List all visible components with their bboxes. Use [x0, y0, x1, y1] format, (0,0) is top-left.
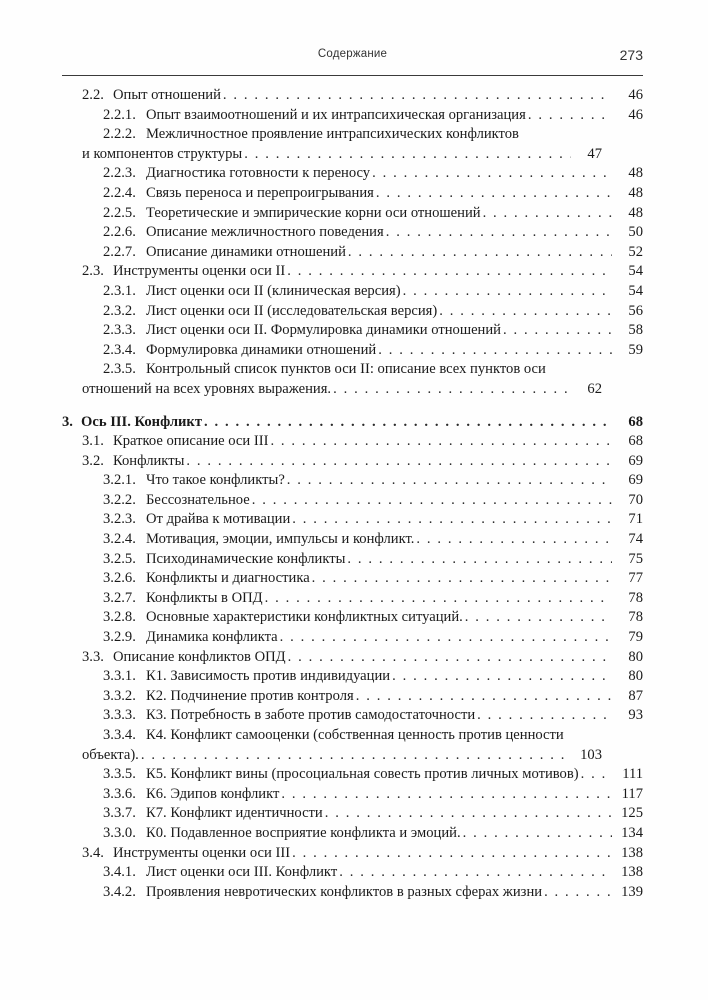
toc-entry-page-number: 78: [628, 589, 643, 606]
toc-entry-number: 3.2.9.: [103, 629, 136, 646]
toc-entry-line: [103, 883, 643, 903]
running-head-page-number: 273: [619, 47, 643, 63]
toc-entry[interactable]: [62, 648, 643, 668]
toc-entry-title: Контрольный список пунктов оси II: описание всех пунктов оси: [146, 361, 546, 378]
toc-entry-number: 3.4.: [82, 844, 104, 861]
toc-entry-page-number: 56: [628, 302, 643, 319]
toc-entry-line: [103, 164, 643, 184]
toc-entry-page-number: 70: [628, 491, 643, 508]
toc-entry-number: 3.3.7.: [103, 805, 136, 822]
toc-entry-number: 3.2.8.: [103, 609, 136, 626]
toc-entry-page-number: 50: [628, 224, 643, 241]
toc-entry[interactable]: [62, 360, 643, 399]
toc-entry-title: Проявления невротических конфликтов в разных сферах жизни: [146, 883, 543, 900]
toc-entry-line: [103, 530, 643, 550]
toc-entry-number: 2.2.7.: [103, 243, 136, 260]
toc-entry-title: Описание межличностного поведения: [146, 224, 384, 241]
toc-entry-line: [103, 667, 643, 687]
toc-dot-leader: [312, 569, 612, 589]
toc-dot-leader: [477, 706, 612, 726]
toc-entry[interactable]: [62, 471, 643, 491]
toc-dot-leader: [280, 628, 612, 648]
toc-dot-leader: [356, 687, 612, 707]
toc-entry-title: Основные характеристики конфликтных ситуаций.: [146, 609, 463, 626]
toc-entry-line: [103, 471, 643, 491]
toc-entry-line: [103, 706, 643, 726]
toc-entry[interactable]: [62, 510, 643, 530]
toc-entry-line: [82, 86, 643, 106]
toc-entry-line: [62, 413, 643, 433]
toc-dot-leader: [544, 883, 612, 903]
toc-entry[interactable]: [62, 452, 643, 472]
toc-entry-page-number: 68: [628, 413, 643, 430]
toc-entry-number: 3.4.2.: [103, 883, 136, 900]
toc-entry[interactable]: [62, 687, 643, 707]
toc-entry[interactable]: [62, 413, 643, 433]
toc-dot-leader: [403, 282, 612, 302]
toc-entry-title: Конфликты: [113, 452, 185, 469]
toc-entry-title: Лист оценки оси II. Формулировка динамики отношений: [146, 322, 501, 339]
toc-entry-line: [103, 863, 643, 883]
toc-entry-line: [103, 360, 643, 380]
toc-dot-leader: [204, 413, 612, 433]
toc-entry-number: 2.2.: [82, 87, 104, 103]
toc-entry-line: [82, 262, 643, 282]
toc-entry-number: 3.2.2.: [103, 491, 136, 508]
toc-entry-title: Бессознательное: [146, 491, 250, 508]
toc-entry-number: 3.2.: [82, 452, 104, 469]
toc-entry-title-continued: отношений на всех уровнях выражения.: [82, 380, 332, 397]
toc-dot-leader: [287, 262, 612, 282]
toc-entry-page-number: 125: [621, 805, 643, 822]
toc-entry-line: [103, 282, 643, 302]
toc-entry-page-number: 103: [580, 746, 602, 763]
toc-entry-page-number: 48: [628, 204, 643, 221]
toc-entry-number: 3.2.7.: [103, 589, 136, 606]
toc-entry[interactable]: [62, 530, 643, 550]
toc-entry-number: 3.3.1.: [103, 668, 136, 685]
toc-entry-title: К1. Зависимость против индивидуации: [146, 668, 391, 685]
toc-entry-page-number: 52: [628, 243, 643, 260]
toc-entry-title: Описание динамики отношений: [146, 243, 346, 260]
toc-entry-number: 3.3.2.: [103, 687, 136, 704]
toc-dot-leader: [347, 550, 612, 570]
toc-dot-leader: [244, 145, 571, 165]
toc-entry-line: [103, 491, 643, 511]
toc-entry[interactable]: [62, 204, 643, 224]
toc-entry-title: Конфликты в ОПД: [146, 589, 263, 606]
toc-entry-line: [103, 184, 643, 204]
toc-entry[interactable]: [62, 824, 643, 844]
toc-dot-leader: [287, 471, 612, 491]
toc-dot-leader: [223, 86, 612, 106]
toc-dot-leader: [581, 765, 612, 785]
toc-entry-number: 3.3.6.: [103, 785, 136, 802]
toc-entry[interactable]: [62, 184, 643, 204]
toc-entry-page-number: 46: [628, 106, 643, 123]
toc-entry-line: [103, 204, 643, 224]
toc-entry[interactable]: [62, 785, 643, 805]
toc-entry-page-number: 68: [628, 433, 643, 450]
toc-dot-leader: [325, 804, 612, 824]
toc-entry[interactable]: [62, 726, 643, 765]
toc-dot-leader: [465, 608, 612, 628]
toc-dot-leader: [439, 302, 612, 322]
toc-entry-continuation-line: [62, 380, 602, 400]
running-head-title: Содержание: [317, 48, 388, 60]
toc-entry-title: Инструменты оценки оси II: [113, 263, 286, 280]
toc-entry-line: [103, 510, 643, 530]
toc-dot-leader: [141, 746, 571, 766]
toc-entry-number: 2.3.4.: [103, 341, 136, 358]
toc-entry[interactable]: [62, 863, 643, 883]
toc-entry-line: [103, 321, 643, 341]
toc-entry-page-number: 138: [621, 864, 643, 881]
toc-entry-page-number: 58: [628, 322, 643, 339]
toc-entry-number: 3.2.3.: [103, 511, 136, 528]
toc-entry-number: 2.2.1.: [103, 106, 136, 123]
toc-entry[interactable]: [62, 550, 643, 570]
toc-entry-page-number: 139: [621, 883, 643, 900]
toc-entry-page-number: 47: [587, 145, 602, 162]
toc-entry-number: 3.3.5.: [103, 766, 136, 783]
toc-entry-page-number: 77: [628, 570, 643, 587]
toc-entry-page-number: 59: [628, 341, 643, 358]
toc-entry-continuation-line: [62, 145, 602, 165]
toc-dot-leader: [292, 844, 612, 864]
toc-dot-leader: [348, 243, 612, 263]
toc-entry-number: 3.2.5.: [103, 550, 136, 567]
toc-entry[interactable]: [62, 282, 643, 302]
table-of-contents: [0, 86, 708, 902]
toc-dot-leader: [333, 380, 571, 400]
toc-entry-line: [103, 589, 643, 609]
toc-entry[interactable]: [62, 804, 643, 824]
toc-entry-number: 2.3.2.: [103, 302, 136, 319]
toc-entry-number: 3.3.0.: [103, 824, 136, 841]
toc-entry-page-number: 111: [622, 766, 643, 783]
toc-entry[interactable]: [62, 491, 643, 511]
toc-entry-number: 3.1.: [82, 433, 104, 450]
toc-entry-page-number: 48: [628, 184, 643, 201]
toc-dot-leader: [392, 667, 612, 687]
toc-entry-number: 2.3.5.: [103, 361, 136, 378]
toc-dot-leader: [463, 824, 612, 844]
toc-entry[interactable]: [62, 883, 643, 903]
toc-entry[interactable]: [62, 321, 643, 341]
toc-entry-page-number: 87: [628, 687, 643, 704]
toc-entry-line: [103, 569, 643, 589]
toc-entry-line: [103, 687, 643, 707]
toc-entry-title: Опыт взаимоотношений и их интрапсихическая организация: [146, 106, 526, 123]
toc-entry-title: Лист оценки оси II (исследовательская версия): [146, 302, 438, 319]
toc-entry[interactable]: [62, 262, 643, 282]
toc-entry-title: Инструменты оценки оси III: [113, 844, 291, 861]
toc-entry-line: [103, 785, 643, 805]
toc-entry-title: Лист оценки оси III. Конфликт: [146, 864, 338, 881]
toc-entry-title: Опыт отношений: [113, 87, 221, 103]
toc-entry-page-number: 75: [628, 550, 643, 567]
toc-entry-title: Ось III. Конфликт: [81, 413, 202, 430]
toc-entry-title: Диагностика готовности к переносу: [146, 165, 371, 182]
toc-entry-line: [82, 432, 643, 452]
toc-entry[interactable]: [62, 223, 643, 243]
toc-entry-line: [103, 243, 643, 263]
toc-dot-leader: [376, 184, 612, 204]
toc-entry-page-number: 54: [628, 282, 643, 299]
toc-entry-page-number: 69: [628, 452, 643, 469]
toc-entry-page-number: 80: [628, 648, 643, 665]
toc-entry-number: 2.2.5.: [103, 204, 136, 221]
toc-entry[interactable]: [62, 243, 643, 263]
toc-entry[interactable]: [62, 125, 643, 164]
toc-entry[interactable]: [62, 164, 643, 184]
toc-entry-page-number: 79: [628, 629, 643, 646]
toc-entry-line: [103, 341, 643, 361]
toc-entry-number: 3.2.4.: [103, 531, 136, 548]
toc-entry-title-continued: объекта).: [82, 746, 139, 763]
toc-entry-line: [103, 628, 643, 648]
toc-entry[interactable]: [62, 844, 643, 864]
toc-dot-leader: [339, 863, 612, 883]
toc-dot-leader: [386, 223, 612, 243]
toc-entry-number: 2.2.3.: [103, 165, 136, 182]
toc-entry-title: Теоретические и эмпирические корни оси отношений: [146, 204, 481, 221]
toc-dot-leader: [416, 530, 612, 550]
toc-entry-line: [103, 726, 643, 746]
toc-entry-title: К3. Потребность в заботе против самодостаточности: [146, 707, 476, 724]
toc-entry-title-continued: и компонентов структуры: [82, 145, 243, 162]
toc-entry-page-number: 93: [628, 707, 643, 724]
toc-entry-title: Описание конфликтов ОПД: [113, 648, 286, 665]
toc-entry-number: 3.3.3.: [103, 707, 136, 724]
toc-entry-line: [103, 106, 643, 126]
toc-dot-leader: [528, 106, 612, 126]
toc-dot-leader: [281, 785, 612, 805]
toc-dot-leader: [288, 648, 612, 668]
toc-entry-line: [103, 804, 643, 824]
toc-entry[interactable]: [62, 608, 643, 628]
toc-entry-number: 3.3.: [82, 648, 104, 665]
toc-entry-page-number: 69: [628, 472, 643, 489]
toc-entry-line: [103, 765, 643, 785]
toc-entry[interactable]: [62, 86, 643, 106]
toc-entry[interactable]: [62, 341, 643, 361]
toc-entry-title: От драйва к мотивации: [146, 511, 291, 528]
toc-entry-number: 2.3.1.: [103, 282, 136, 299]
toc-entry-title: Формулировка динамики отношений: [146, 341, 377, 358]
toc-entry-title: Межличностное проявление интрапсихических конфликтов: [146, 126, 519, 143]
toc-entry-page-number: 138: [621, 844, 643, 861]
running-head: [62, 48, 643, 70]
toc-entry-line: [82, 844, 643, 864]
toc-entry-page-number: 134: [621, 824, 643, 841]
toc-entry-page-number: 80: [628, 668, 643, 685]
toc-entry-line: [103, 302, 643, 322]
toc-entry-number: 3.2.1.: [103, 472, 136, 489]
toc-entry-title: К0. Подавленное восприятие конфликта и эмоций.: [146, 824, 461, 841]
toc-entry-number: 3.4.1.: [103, 864, 136, 881]
toc-dot-leader: [292, 510, 612, 530]
toc-entry-line: [103, 550, 643, 570]
toc-dot-leader: [265, 589, 612, 609]
toc-entry-title: Динамика конфликта: [146, 629, 278, 646]
toc-entry-title: К6. Эдипов конфликт: [146, 785, 280, 802]
toc-entry-title: Связь переноса и перепроигрывания: [146, 184, 374, 201]
toc-entry-number: 3.: [62, 413, 73, 430]
toc-entry-title: К7. Конфликт идентичности: [146, 805, 323, 822]
toc-dot-leader: [503, 321, 612, 341]
toc-entry-number: 2.3.3.: [103, 322, 136, 339]
toc-entry-page-number: 54: [628, 263, 643, 280]
toc-entry-continuation-line: [62, 746, 602, 766]
toc-entry-line: [82, 648, 643, 668]
header-divider-rule: [62, 75, 643, 76]
toc-entry-number: 2.2.2.: [103, 126, 136, 143]
toc-entry[interactable]: [62, 432, 643, 452]
toc-entry-number: 3.2.6.: [103, 570, 136, 587]
toc-entry-page-number: 74: [628, 531, 643, 548]
toc-entry-title: К4. Конфликт самооценки (собственная ценность против ценности: [146, 727, 564, 743]
toc-entry[interactable]: [62, 706, 643, 726]
toc-entry-title: Психодинамические конфликты: [146, 550, 346, 567]
toc-entry[interactable]: [62, 589, 643, 609]
toc-entry[interactable]: [62, 765, 643, 785]
toc-entry[interactable]: [62, 106, 643, 126]
toc-dot-leader: [378, 341, 612, 361]
toc-entry-number: 3.3.4.: [103, 727, 136, 743]
toc-entry[interactable]: [62, 628, 643, 648]
toc-entry-title: К5. Конфликт вины (просоциальная совесть против личных мотивов): [146, 766, 579, 783]
toc-entry-page-number: 48: [628, 165, 643, 182]
toc-entry-line: [103, 223, 643, 243]
toc-entry-line: [82, 452, 643, 472]
toc-entry-line: [103, 824, 643, 844]
toc-entry-title: К2. Подчинение против контроля: [146, 687, 354, 704]
toc-entry-page-number: 46: [628, 87, 643, 103]
toc-entry-title: Мотивация, эмоции, импульсы и конфликт.: [146, 531, 415, 548]
toc-entry[interactable]: [62, 302, 643, 322]
toc-entry-number: 2.2.6.: [103, 224, 136, 241]
toc-entry-number: 2.3.: [82, 263, 104, 280]
toc-dot-leader: [186, 452, 612, 472]
toc-dot-leader: [270, 432, 612, 452]
toc-dot-leader: [483, 204, 612, 224]
toc-entry-line: [103, 608, 643, 628]
toc-entry-title: Краткое описание оси III: [113, 433, 269, 450]
toc-entry-page-number: 117: [621, 785, 643, 802]
toc-entry-line: [103, 125, 643, 145]
toc-entry-page-number: 62: [587, 380, 602, 397]
toc-dot-leader: [372, 164, 612, 184]
toc-entry[interactable]: [62, 569, 643, 589]
toc-dot-leader: [252, 491, 612, 511]
toc-entry-title: Что такое конфликты?: [146, 472, 285, 489]
toc-entry-page-number: 71: [628, 511, 643, 528]
toc-entry[interactable]: [62, 667, 643, 687]
toc-entry-title: Конфликты и диагностика: [146, 570, 310, 587]
toc-entry-page-number: 78: [628, 609, 643, 626]
toc-entry-title: Лист оценки оси II (клиническая версия): [146, 282, 401, 299]
toc-entry-number: 2.2.4.: [103, 184, 136, 201]
